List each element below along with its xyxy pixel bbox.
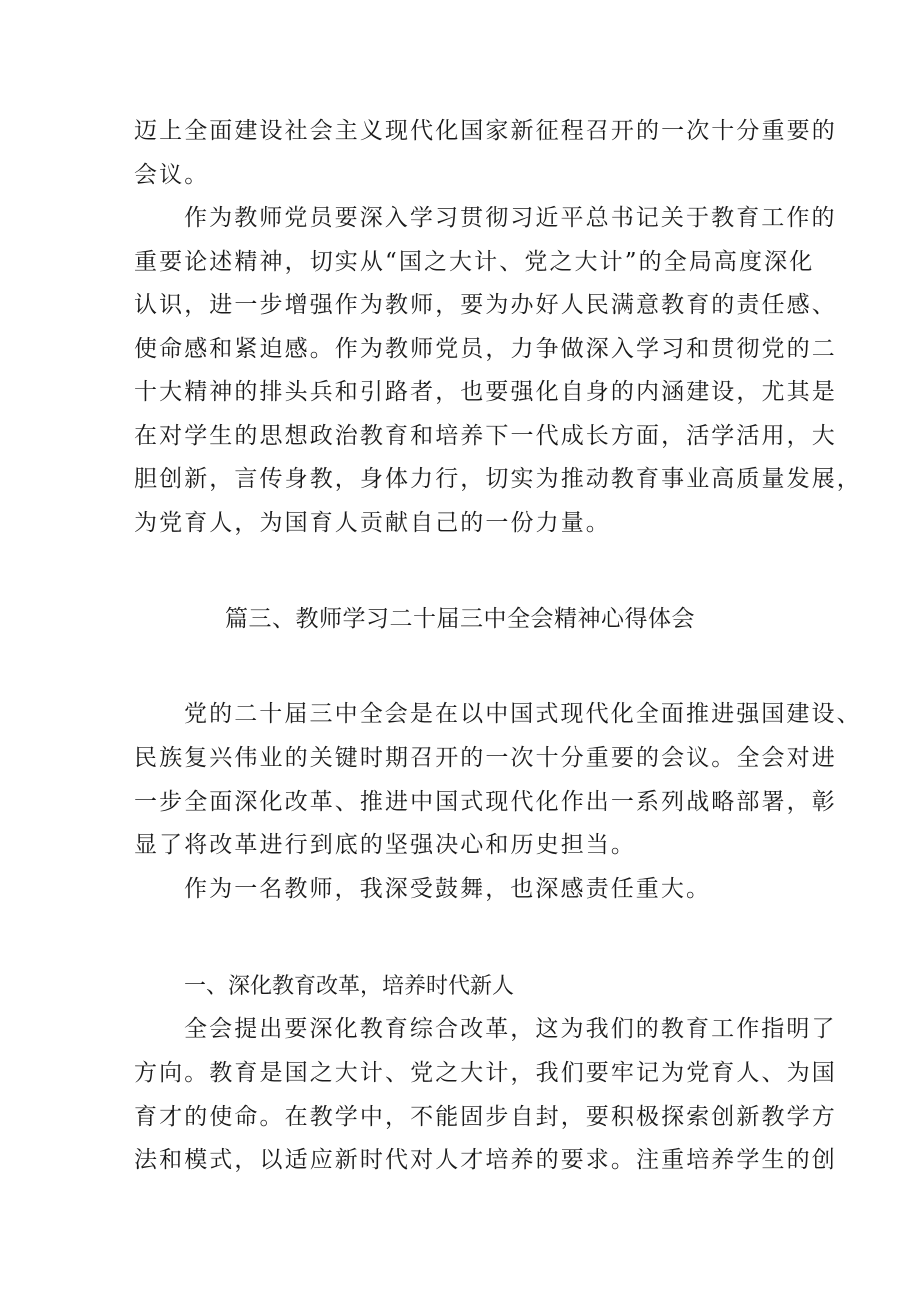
paragraph-line: 法和模式，以适应新时代对人才培养的要求。注重培养学生的创 — [134, 1147, 837, 1173]
paragraph-line: 会议。 — [134, 162, 210, 188]
paragraph-line: 为党育人，为国育人贡献自己的一份力量。 — [134, 510, 611, 536]
paragraph-line: 显了将改革进行到底的坚强决心和历史担当。 — [134, 832, 636, 858]
paragraph-line: 重要论述精神，切实从“国之大计、党之大计”的全局高度深化 — [134, 249, 815, 275]
paragraph-line: 作为教师党员要深入学习贯彻习近平总书记关于教育工作的 — [184, 205, 837, 231]
paragraph-line: 全会提出要深化教育综合改革，这为我们的教育工作指明了 — [184, 1016, 837, 1042]
paragraph-line: 育才的使命。在教学中，不能固步自封，要积极探索创新教学方 — [134, 1104, 837, 1130]
subheading: 一、深化教育改革，培养时代新人 — [184, 974, 515, 999]
paragraph-line: 十大精神的排头兵和引路者，也要强化自身的内涵建设，尤其是 — [134, 379, 837, 405]
paragraph-line: 一步全面深化改革、推进中国式现代化作出一系列战略部署，彰 — [134, 789, 837, 815]
paragraph-line: 使命感和紧迫感。作为教师党员，力争做深入学习和贯彻党的二 — [134, 336, 837, 362]
paragraph-line: 认识，进一步增强作为教师，要为办好人民满意教育的责任感、 — [134, 292, 837, 318]
paragraph-line: 在对学生的思想政治教育和培养下一代成长方面，活学活用，大 — [134, 423, 837, 449]
paragraph-line: 民族复兴伟业的关键时期召开的一次十分重要的会议。全会对进 — [134, 745, 837, 771]
paragraph-line: 党的二十届三中全会是在以中国式现代化全面推进强国建设、 — [184, 701, 862, 727]
paragraph-line: 胆创新，言传身教，身体力行，切实为推动教育事业高质量发展， — [134, 466, 862, 492]
paragraph-line: 作为一名教师，我深受鼓舞，也深感责任重大。 — [184, 876, 712, 902]
paragraph-line: 方向。教育是国之大计、党之大计，我们要牢记为党育人、为国 — [134, 1060, 837, 1086]
paragraph-line: 迈上全面建设社会主义现代化国家新征程召开的一次十分重要的 — [134, 118, 837, 144]
section-title: 篇三、教师学习二十届三中全会精神心得体会 — [225, 606, 695, 632]
